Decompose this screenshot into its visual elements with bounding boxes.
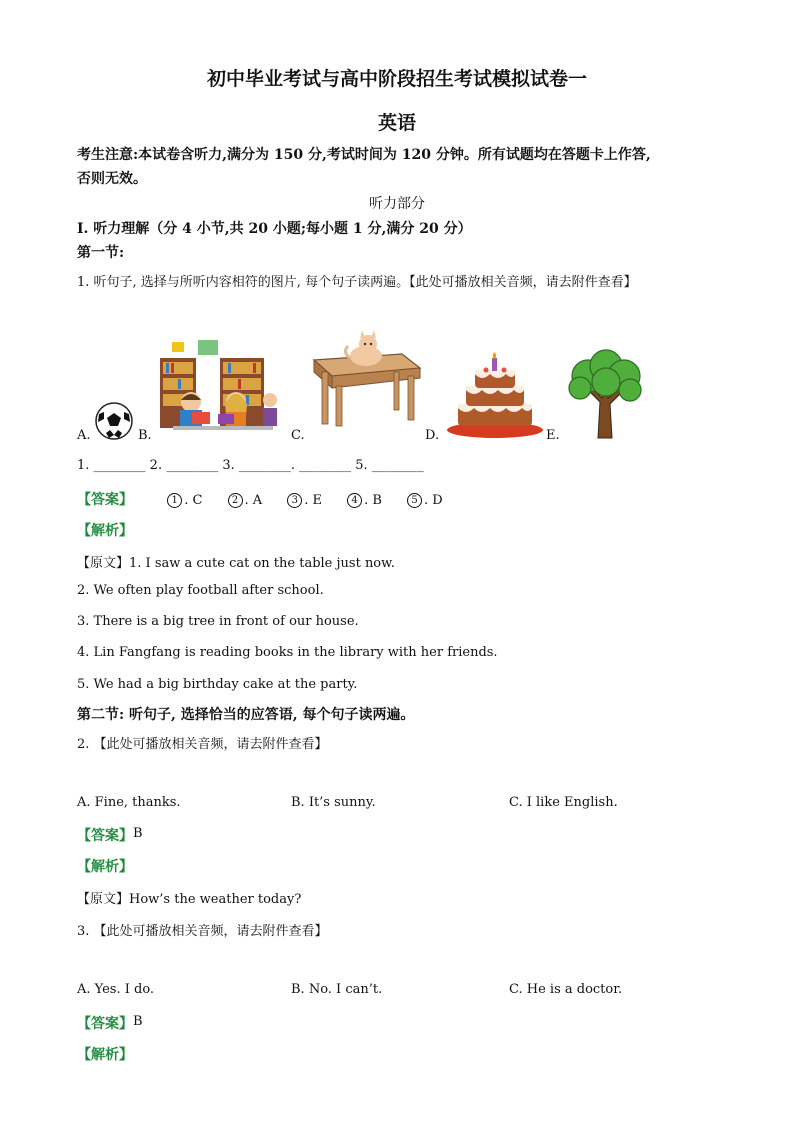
q3-option-b: B. No. I can’t. [291,982,383,997]
section1-sub-heading: 第一节: [77,245,125,261]
q3-analysis-tag: 【解析】 [77,1047,133,1063]
q3-prompt: 3. 【此处可播放相关音频，请去附件查看】 [77,924,328,939]
section1-heading: I. 听力理解（分 4 小节,共 20 小题;每小题 1 分,满分 20 分） [77,221,472,237]
q1-prompt: 1. 听句子, 选择与所听内容相符的图片, 每个句子读两遍。【此处可播放相关音频，请去附件查看】 [77,275,637,290]
answer-number-circle: 1 [167,493,182,508]
q2-prompt: 2. 【此处可播放相关音频，请去附件查看】 [77,737,328,752]
answer-number-circle: 5 [407,493,422,508]
notice-line-1: 考生注意:本试卷含听力,满分为 150 分,考试时间为 120 分钟。所有试题均在答题卡上作答, [77,147,651,163]
q2-option-c: C. I like English. [509,795,618,810]
subject-title: 英语 [377,112,416,134]
q3-answer-value: B [133,1014,143,1029]
answer-tag: 【答案】 [77,828,133,844]
answer-item: 3 . E [287,493,322,508]
script-line-1: 【原文】1. I saw a cute cat on the table just now. [77,556,395,571]
page-title: 初中毕业考试与高中阶段招生考试模拟试卷一 [206,68,587,90]
analysis-tag: 【解析】 [77,523,133,539]
q2-script: 【原文】How’s the weather today? [77,892,302,907]
part-title: 听力部分 [369,196,425,212]
q2-option-b: B. It’s sunny. [291,795,376,810]
picture-label-b: B. [138,428,152,443]
tree-icon [566,350,644,440]
script-line-4: 4. Lin Fangfang is reading books in the library with her friends. [77,645,498,660]
q3-option-c: C. He is a doctor. [509,982,623,997]
answer-tag: 【答案】 [77,492,133,508]
q2-answer-value: B [133,826,143,841]
soccer-ball-icon [95,402,133,440]
answer-number-circle: 4 [347,493,362,508]
picture-label-c: C. [291,428,305,443]
library-reading-kids-icon [158,330,283,435]
script-line-2: 2. We often play football after school. [77,583,324,598]
script-line-5: 5. We had a big birthday cake at the party. [77,677,358,692]
answer-number-circle: 3 [287,493,302,508]
answer-item: 4 . B [347,493,382,508]
script-tag: 【原文】 [77,556,130,571]
script-line-3: 3. There is a big tree in front of our house. [77,614,359,629]
answer-number-circle: 2 [228,493,243,508]
q3-option-a: A. Yes. I do. [77,982,155,997]
answer-item: 1 . C [167,493,202,508]
q2-answer-full [77,825,139,844]
notice-line-2: 否则无效。 [77,171,147,187]
picture-label-e: E. [546,428,560,443]
answer-tag: 【答案】 [77,1016,133,1032]
q2-option-a: A. Fine, thanks. [77,795,181,810]
birthday-cake-icon [446,352,544,438]
q1-answer-row [77,489,463,509]
picture-label-a: A. [77,428,91,443]
cat-on-table-icon [310,332,422,428]
picture-label-d: D. [425,428,440,443]
q3-answer-full [77,1013,139,1032]
answer-item: 5 . D [407,493,443,508]
q2-analysis-tag: 【解析】 [77,859,133,875]
section2-heading: 第二节: 听句子, 选择恰当的应答语, 每个句子读两遍。 [77,707,415,723]
answer-item: 2 . A [228,493,263,508]
q1-answer-blanks: 1. ________ 2. ________ 3. ________. ________ 5. ________ [77,458,424,473]
